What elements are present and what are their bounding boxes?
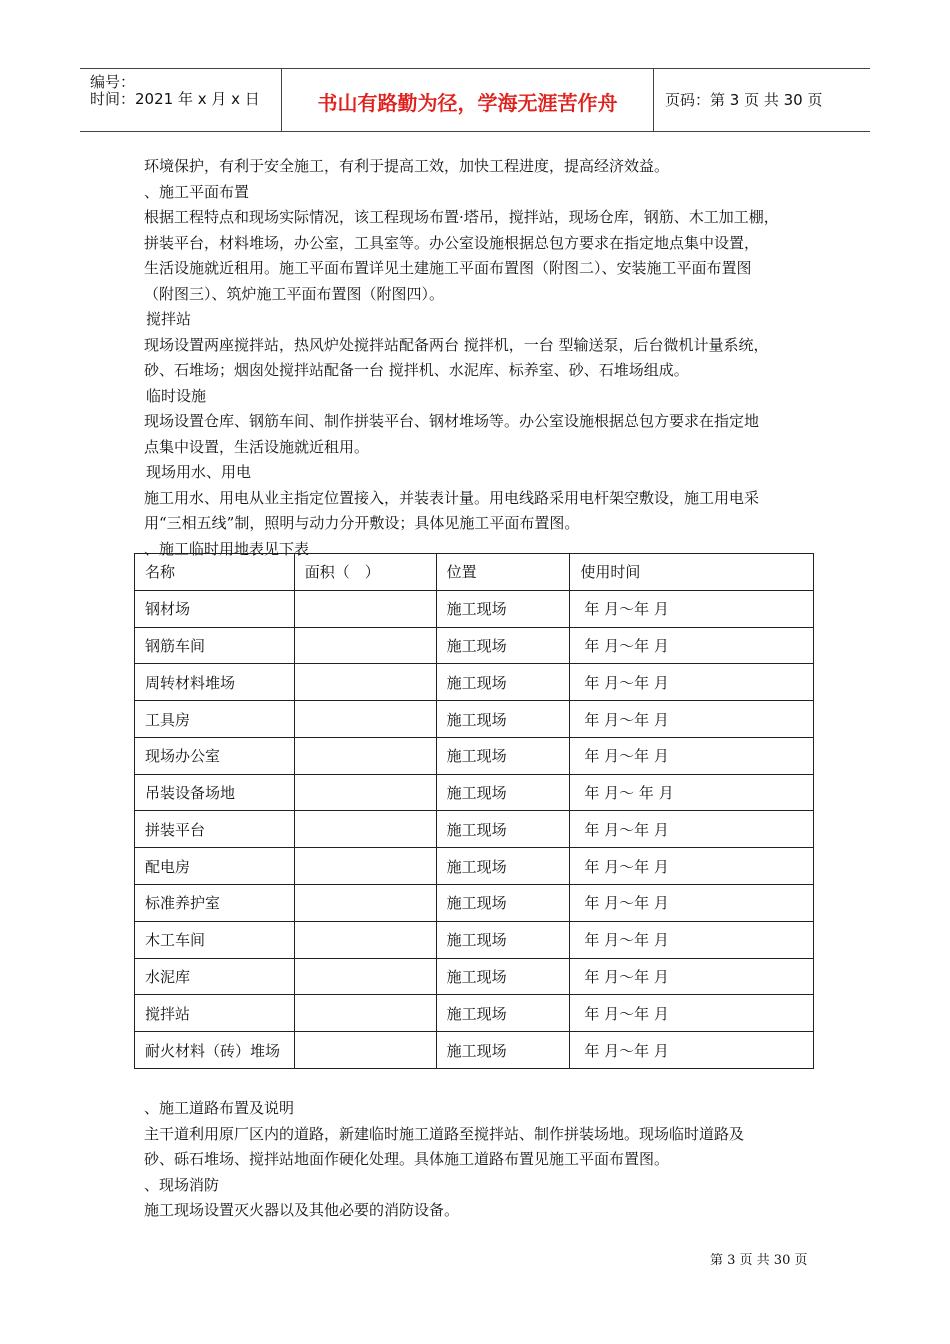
section-heading: 、施工平面布置 [144, 182, 250, 201]
body-text-continued [144, 1096, 824, 1224]
cell-location: 施工现场 [436, 774, 570, 811]
table-row [135, 848, 814, 885]
table-row [135, 737, 814, 774]
cell-location: 施工现场 [436, 995, 570, 1032]
cell-area [294, 664, 436, 701]
cell-time: 年 月～年 月 [570, 995, 814, 1032]
cell-time: 年 月～ 年 月 [570, 774, 814, 811]
cell-area [294, 995, 436, 1032]
cell-time: 年 月～年 月 [570, 664, 814, 701]
cell-area [294, 737, 436, 774]
paragraph-line: 主干道利用原厂区内的道路，新建临时施工道路至搅拌站、制作拼装场地。现场临时道路及 [144, 1124, 745, 1143]
cell-area [294, 590, 436, 627]
cell-time: 年 月～年 月 [570, 1032, 814, 1069]
paragraph-line: 用“三相五线”制，照明与动力分开敷设；具体见施工平面布置图。 [144, 514, 580, 532]
cell-name: 配电房 [135, 848, 295, 885]
cell-area [294, 701, 436, 738]
land-use-table [134, 553, 814, 1069]
cell-time: 年 月～年 月 [570, 701, 814, 738]
cell-location: 施工现场 [436, 921, 570, 958]
table-row [135, 995, 814, 1032]
sub-heading: 临时设施 [146, 386, 207, 405]
cell-area [294, 627, 436, 664]
cell-area [294, 885, 436, 922]
cell-name: 吊装设备场地 [135, 774, 295, 811]
paragraph-line: 根据工程特点和现场实际情况，该工程现场布置·塔吊，搅拌站，现场仓库，钢筋、木工加工棚， [144, 208, 779, 226]
column-header: 名称 [135, 554, 295, 591]
table-row [135, 811, 814, 848]
cell-name: 水泥库 [135, 958, 295, 995]
cell-name: 搅拌站 [135, 995, 295, 1032]
cell-time: 年 月～年 月 [570, 848, 814, 885]
cell-time: 年 月～年 月 [570, 627, 814, 664]
header-motto: 书山有路勤为径，学海无涯苦作舟 [317, 91, 618, 115]
cell-location: 施工现场 [436, 811, 570, 848]
column-header: 使用时间 [570, 554, 814, 591]
cell-name: 周转材料堆场 [135, 664, 295, 701]
header-page-label: 页码：第 3 页 共 30 页 [665, 91, 823, 109]
cell-location: 施工现场 [436, 701, 570, 738]
cell-name: 耐火材料（砖）堆场 [135, 1032, 295, 1069]
cell-location: 施工现场 [436, 627, 570, 664]
cell-area [294, 958, 436, 995]
cell-time: 年 月～年 月 [570, 590, 814, 627]
page-footer: 第 3 页 共 30 页 [710, 1253, 808, 1268]
cell-area [294, 811, 436, 848]
paragraph-line: 现场设置两座搅拌站，热风炉处搅拌站配备两台 搅拌机，一台 型输送泵，后台微机计量系统， [144, 335, 769, 354]
paragraph-line: （附图三）、筑炉施工平面布置图（附图四）。 [144, 284, 445, 303]
section-heading: 、施工临时用地表见下表 [144, 539, 310, 558]
sub-heading: 现场用水、用电 [146, 463, 252, 481]
cell-time: 年 月～年 月 [570, 958, 814, 995]
cell-name: 标准养护室 [135, 885, 295, 922]
doc-code-label: 编号： [90, 73, 136, 91]
cell-time: 年 月～年 月 [570, 811, 814, 848]
table-row [135, 627, 814, 664]
cell-location: 施工现场 [436, 1032, 570, 1069]
cell-area [294, 921, 436, 958]
table-row [135, 885, 814, 922]
section-heading: 、现场消防 [144, 1175, 220, 1194]
paragraph-line: 砂、砾石堆场、搅拌站地面作硬化处理。具体施工道路布置见施工平面布置图。 [144, 1150, 670, 1168]
cell-name: 木工车间 [135, 921, 295, 958]
cell-location: 施工现场 [436, 737, 570, 774]
cell-location: 施工现场 [436, 958, 570, 995]
header-divider [653, 69, 654, 131]
page-header [80, 68, 870, 132]
body-text [144, 154, 824, 562]
cell-location: 施工现场 [436, 590, 570, 627]
table-row [135, 590, 814, 627]
cell-area [294, 848, 436, 885]
table-row [135, 921, 814, 958]
paragraph-line: 施工现场设置灭火器以及其他必要的消防设备。 [144, 1201, 460, 1219]
doc-date-label: 时间：2021 年 x 月 x 日 [90, 90, 260, 108]
table-row [135, 664, 814, 701]
paragraph-line: 拼装平台，材料堆场，办公室，工具室等。办公室设施根据总包方要求在指定地点集中设置， [144, 233, 760, 252]
column-header: 位置 [436, 554, 570, 591]
paragraph-line: 环境保护，有利于安全施工，有利于提高工效，加快工程进度，提高经济效益。 [144, 157, 670, 175]
cell-time: 年 月～年 月 [570, 921, 814, 958]
table-header-row [135, 554, 814, 591]
paragraph-line: 点集中设置，生活设施就近租用。 [144, 437, 370, 456]
cell-name: 拼装平台 [135, 811, 295, 848]
cell-time: 年 月～年 月 [570, 737, 814, 774]
column-header: 面积（ ） [294, 554, 436, 591]
cell-location: 施工现场 [436, 848, 570, 885]
table-row [135, 774, 814, 811]
table-row [135, 958, 814, 995]
paragraph-line: 现场设置仓库、钢筋车间、制作拼装平台、钢材堆场等。办公室设施根据总包方要求在指定地 [144, 412, 760, 430]
cell-time: 年 月～年 月 [570, 885, 814, 922]
paragraph-line: 施工用水、用电从业主指定位置接入，并装表计量。用电线路采用电杆架空敷设，施工用电采 [144, 488, 760, 507]
table-row [135, 701, 814, 738]
paragraph-line: 砂、石堆场；烟囱处搅拌站配备一台 搅拌机、水泥库、标养室、砂、石堆场组成。 [144, 361, 689, 379]
section-heading: 、施工道路布置及说明 [144, 1099, 295, 1117]
cell-name: 现场办公室 [135, 737, 295, 774]
cell-location: 施工现场 [436, 885, 570, 922]
cell-name: 钢材场 [135, 590, 295, 627]
sub-heading: 搅拌站 [146, 310, 192, 328]
cell-area [294, 1032, 436, 1069]
cell-location: 施工现场 [436, 664, 570, 701]
cell-name: 工具房 [135, 701, 295, 738]
paragraph-line: 生活设施就近租用。施工平面布置详见土建施工平面布置图（附图二）、安装施工平面布置图 [144, 259, 752, 277]
cell-name: 钢筋车间 [135, 627, 295, 664]
cell-area [294, 774, 436, 811]
table-row [135, 1032, 814, 1069]
